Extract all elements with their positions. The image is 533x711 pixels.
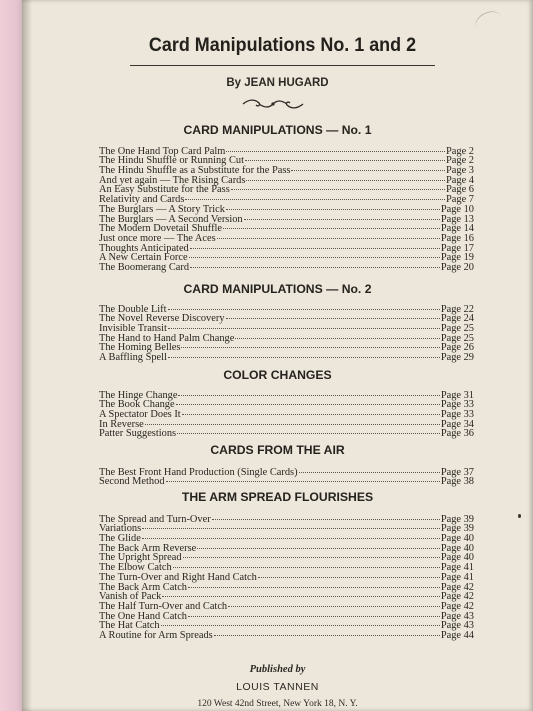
toc-list-color-changes (99, 387, 474, 440)
toc-entry-page: Page 39 (440, 523, 474, 535)
toc-entry-page: Page 40 (440, 533, 474, 545)
toc-entry-page: Page 41 (440, 562, 474, 574)
toc-entry-title: In Reverse (99, 418, 144, 430)
toc-entry-page: Page 10 (440, 203, 474, 215)
toc-entry-page: Page 3 (446, 165, 474, 177)
toc-entry-title: The Double Lift (99, 303, 167, 315)
toc-entry-page: Page 43 (440, 620, 474, 632)
toc-entry-title: The Elbow Catch (99, 562, 172, 574)
toc-entry-page: Page 6 (446, 184, 474, 196)
toc-entry-title: The Back Arm Catch (99, 581, 188, 593)
toc-entry-title: Second Method (99, 476, 165, 488)
toc-entry-page: Page 39 (440, 513, 474, 525)
toc-entry-title: The Homing Belles (99, 342, 181, 354)
dot-leader (168, 347, 440, 358)
dot-leader (190, 257, 440, 268)
toc-entry-title: The Hand to Hand Palm Change (99, 332, 235, 344)
section-heading-cards-from-air: CARDS FROM THE AIR (210, 443, 345, 457)
toc-entry-title: The Back Arm Reverse (99, 542, 197, 554)
page-edge-shadow (22, 0, 32, 711)
ink-speck (518, 514, 521, 518)
toc-entry-page: Page 29 (440, 352, 474, 364)
toc-entry-page: Page 22 (440, 303, 474, 315)
toc-entry-title: The Book Change (99, 399, 175, 411)
toc-entry-page: Page 42 (440, 581, 474, 593)
toc-entry-title: The Hinge Change (99, 389, 178, 401)
toc-entry-title: And yet again — The Rising Cards (99, 174, 246, 186)
toc-entry-page: Page 33 (440, 409, 474, 421)
published-by-label: Published by (249, 664, 306, 675)
toc-entry-page: Page 24 (440, 313, 474, 325)
pink-cover-edge (0, 0, 24, 711)
toc-entry-title: The Hat Catch (99, 620, 160, 632)
page-title: Card Manipulations No. 1 and 2 (148, 34, 417, 56)
toc-entry-page: Page 4 (446, 174, 474, 186)
toc-entry-title: Just once more — The Aces (99, 232, 216, 244)
dot-leader (214, 625, 440, 636)
toc-entry-page: Page 26 (440, 342, 474, 354)
toc-entry-page: Page 43 (440, 610, 474, 622)
toc-entry-page: Page 36 (440, 428, 474, 440)
toc-entry-title: Relativity and Cards (99, 194, 185, 206)
toc-entry-page: Page 41 (440, 571, 474, 583)
toc-list-manipulations-2 (99, 301, 474, 364)
toc-entry-title: The Boomerang Card (99, 261, 190, 273)
toc-entry-page: Page 31 (440, 389, 474, 401)
toc-entry-title: The Hindu Shuffle or Running Cut (99, 155, 244, 167)
toc-entry-title: Vanish of Pack (99, 591, 162, 603)
toc-entry-title: An Easy Substitute for the Pass (99, 184, 230, 196)
toc-entry-page: Page 25 (440, 323, 474, 335)
dot-leader (177, 424, 440, 435)
toc-entry-title: Thoughts Anticipated (99, 242, 189, 254)
toc-entry-title: A Baffling Spell (99, 352, 167, 364)
toc-entry-page: Page 19 (440, 252, 474, 264)
toc-entry-page: Page 13 (440, 213, 474, 225)
toc-entry-title: The Modern Dovetail Shuffle (99, 223, 223, 235)
publisher-name: LOUIS TANNEN (236, 681, 319, 693)
toc-entry-title: Patter Suggestions (99, 428, 177, 440)
scroll-ornament-icon (241, 97, 305, 111)
toc-entry-title: The Glide (99, 533, 141, 545)
section-heading-manipulations-2: CARD MANIPULATIONS — No. 2 (183, 282, 372, 296)
toc-entry-page: Page 37 (440, 466, 474, 478)
toc-entry-page: Page 33 (440, 399, 474, 411)
toc-entry-page: Page 2 (446, 155, 474, 167)
section-heading-arm-spread: THE ARM SPREAD FLOURISHES (181, 490, 374, 504)
toc-entry-title: The Spread and Turn-Over (99, 513, 211, 525)
toc-entry-title: The Burglars — A Second Version (99, 213, 243, 225)
publisher-address: 120 West 42nd Street, New York 18, N. Y. (197, 699, 358, 709)
toc-entry-page: Page 42 (440, 600, 474, 612)
toc-entry-page: Page 44 (440, 629, 474, 641)
toc-entry-title: The Upright Spread (99, 552, 182, 564)
toc-entry-page: Page 40 (440, 542, 474, 554)
toc-entry-page: Page 14 (440, 223, 474, 235)
toc-entry-title: A New Certain Force (99, 252, 188, 264)
toc-entry-page: Page 20 (440, 261, 474, 273)
toc-entry-page: Page 16 (440, 232, 474, 244)
toc-entry (99, 426, 474, 440)
toc-entry-title: The One Hand Catch (99, 610, 188, 622)
toc-list-manipulations-1 (99, 143, 474, 273)
toc-entry-page: Page 17 (440, 242, 474, 254)
toc-entry-title: The Best Front Hand Production (Single Cards) (99, 466, 298, 478)
author-byline: By JEAN HUGARD (226, 77, 329, 89)
title-block (130, 34, 435, 57)
toc-entry-page: Page 40 (440, 552, 474, 564)
toc-entry-title: The Novel Reverse Discovery (99, 313, 225, 325)
toc-entry-page: Page 42 (440, 591, 474, 603)
toc-list-arm-spread (99, 511, 474, 641)
dot-leader (166, 472, 440, 483)
toc-entry-page: Page 2 (446, 145, 474, 157)
toc-entry-title: The Half Turn-Over and Catch (99, 600, 228, 612)
toc-entry-title: A Routine for Arm Spreads (99, 629, 213, 641)
toc-entry-title: The Burglars — A Story Trick (99, 203, 225, 215)
toc-entry-title: The Turn-Over and Right Hand Catch (99, 571, 257, 583)
title-underline (130, 65, 435, 66)
section-heading-color-changes: COLOR CHANGES (223, 368, 332, 382)
toc-entry-page: Page 38 (440, 476, 474, 488)
toc-entry-title: Invisible Transit (99, 323, 167, 335)
toc-entry-title: The One Hand Top Card Palm (99, 145, 226, 157)
section-heading-manipulations-1: CARD MANIPULATIONS — No. 1 (183, 123, 372, 137)
toc-entry-title: The Hindu Shuffle as a Substitute for the Pass (99, 165, 291, 177)
toc-entry-title: Variations (99, 523, 142, 535)
toc-list-cards-from-air (99, 464, 474, 488)
toc-entry-page: Page 25 (440, 332, 474, 344)
toc-entry-page: Page 7 (446, 194, 474, 206)
toc-entry-title: A Spectator Does It (99, 409, 181, 421)
toc-entry-page: Page 34 (440, 418, 474, 430)
